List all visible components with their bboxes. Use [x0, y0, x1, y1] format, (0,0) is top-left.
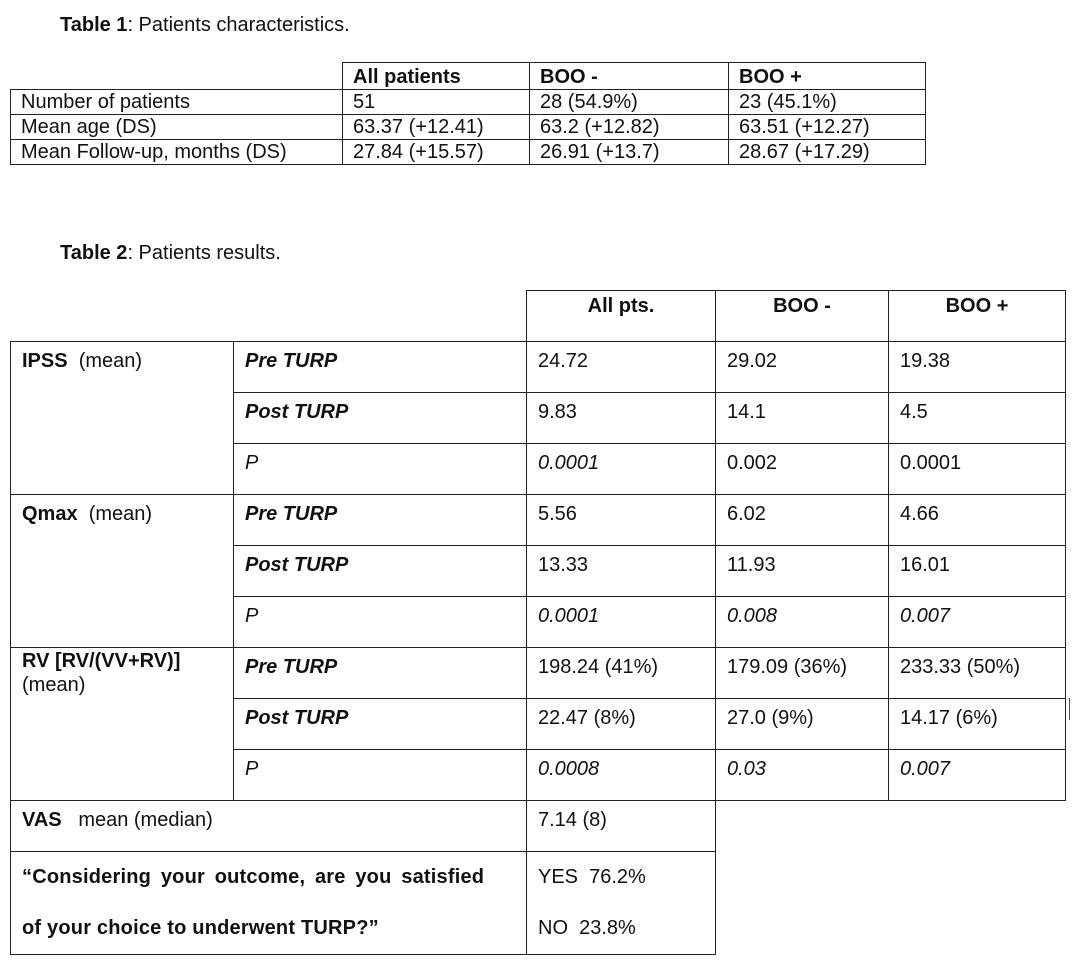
table2-header-all: All pts. — [527, 291, 716, 342]
group-label-normal: (mean) — [78, 350, 143, 372]
table1-caption-text: : Patients characteristics. — [127, 14, 350, 36]
table1-row-label: Mean Follow-up, months (DS) — [11, 140, 343, 165]
vas-label — [11, 801, 527, 852]
rv-group-label — [11, 648, 234, 801]
table-cell: 16.01 — [889, 546, 1066, 597]
table2-caption — [60, 242, 281, 265]
row-sub-label: P — [234, 750, 527, 801]
row-sub-label: Pre TURP — [234, 648, 527, 699]
answer-yes: YES 76.2% — [538, 866, 646, 888]
question-line-2: of your choice to underwent TURP?” — [22, 917, 379, 939]
table-cell: 0.03 — [716, 750, 889, 801]
table-cell: 0.0001 — [527, 597, 716, 648]
ipss-group-label — [11, 342, 234, 495]
table-row — [11, 801, 1066, 852]
table1-header-all: All patients — [343, 63, 530, 90]
table1-cell: 63.37 (+12.41) — [343, 115, 530, 140]
empty-cell — [716, 852, 1066, 955]
row-sub-label: Post TURP — [234, 699, 527, 750]
satisfaction-answers — [527, 852, 716, 955]
patients-characteristics-table — [10, 62, 926, 165]
table-cell: 24.72 — [527, 342, 716, 393]
vas-label-normal: mean (median) — [78, 809, 213, 831]
table-cell: 27.0 (9%) — [716, 699, 889, 750]
table1-cell: 63.2 (+12.82) — [530, 115, 729, 140]
table-cell: 198.24 (41%) — [527, 648, 716, 699]
table1-header-boo-plus: BOO + — [729, 63, 926, 90]
group-label-bold: IPSS — [22, 350, 68, 372]
table1-cell: 28 (54.9%) — [530, 90, 729, 115]
table-cell: 0.0001 — [527, 444, 716, 495]
row-sub-label: P — [234, 444, 527, 495]
table1-cell: 28.67 (+17.29) — [729, 140, 926, 165]
row-sub-label: Post TURP — [234, 546, 527, 597]
table2-caption-label: Table 2 — [60, 242, 128, 264]
row-sub-label: Post TURP — [234, 393, 527, 444]
table1-cell: 26.91 (+13.7) — [530, 140, 729, 165]
table1-row — [11, 90, 926, 115]
table-cell: 4.66 — [889, 495, 1066, 546]
table-cell: 22.47 (8%) — [527, 699, 716, 750]
table2-header-row — [11, 291, 1066, 342]
table-cell: 6.02 — [716, 495, 889, 546]
table-cell: 13.33 — [527, 546, 716, 597]
qmax-group-label — [11, 495, 234, 648]
table-cell: 14.17 (6%) — [889, 699, 1066, 750]
satisfaction-question — [11, 852, 527, 955]
table-cell: 0.002 — [716, 444, 889, 495]
table2-header-boo-plus: BOO + — [889, 291, 1066, 342]
vas-label-bold: VAS — [22, 809, 62, 831]
table-cell: 179.09 (36%) — [716, 648, 889, 699]
table2-header-boo-minus: BOO - — [716, 291, 889, 342]
table1-corner-cell — [11, 63, 343, 90]
table1-caption — [60, 14, 350, 37]
group-label-bold: RV [RV/(VV+RV)] — [22, 650, 181, 672]
table-cell: 233.33 (50%) — [889, 648, 1066, 699]
table1-row-label: Mean age (DS) — [11, 115, 343, 140]
answer-no: NO 23.8% — [538, 917, 636, 939]
table-row — [11, 342, 1066, 393]
stray-line-mark — [1069, 698, 1070, 720]
table1-row — [11, 115, 926, 140]
table1-header-boo-minus: BOO - — [530, 63, 729, 90]
table1-row-label: Number of patients — [11, 90, 343, 115]
group-label-normal: (mean) — [88, 503, 153, 525]
table-row — [11, 495, 1066, 546]
table-cell: 19.38 — [889, 342, 1066, 393]
group-label-bold: Qmax — [22, 503, 78, 525]
table-cell: 0.0001 — [889, 444, 1066, 495]
row-sub-label: Pre TURP — [234, 342, 527, 393]
table-cell: 11.93 — [716, 546, 889, 597]
table-cell: 0.007 — [889, 597, 1066, 648]
group-label-normal: (mean) — [22, 674, 86, 696]
table-cell: 14.1 — [716, 393, 889, 444]
table1-cell: 63.51 (+12.27) — [729, 115, 926, 140]
vas-value: 7.14 (8) — [527, 801, 716, 852]
table1-caption-label: Table 1 — [60, 14, 128, 36]
table1-row — [11, 140, 926, 165]
table-cell: 29.02 — [716, 342, 889, 393]
row-sub-label: Pre TURP — [234, 495, 527, 546]
row-sub-label: P — [234, 597, 527, 648]
question-line-1: “Considering your outcome, are you satisfied — [22, 866, 485, 888]
table-cell: 0.007 — [889, 750, 1066, 801]
empty-cell — [716, 801, 1066, 852]
table1-cell: 27.84 (+15.57) — [343, 140, 530, 165]
table-cell: 0.008 — [716, 597, 889, 648]
table-cell: 4.5 — [889, 393, 1066, 444]
table-cell: 9.83 — [527, 393, 716, 444]
table1-cell: 51 — [343, 90, 530, 115]
table2-caption-text: : Patients results. — [127, 242, 281, 264]
table2-corner-cell — [11, 291, 527, 342]
patients-results-table — [10, 290, 1066, 955]
table1-cell: 23 (45.1%) — [729, 90, 926, 115]
table-cell: 5.56 — [527, 495, 716, 546]
table-cell: 0.0008 — [527, 750, 716, 801]
table-row — [11, 648, 1066, 699]
table1-header-row — [11, 63, 926, 90]
